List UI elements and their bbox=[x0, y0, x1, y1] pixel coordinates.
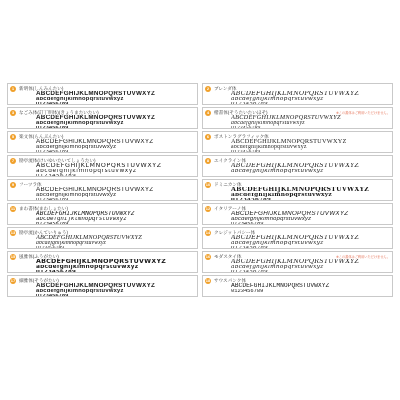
font-number-badge: 9 bbox=[11, 182, 15, 187]
font-style-name: 風雅体(ふうがたい) bbox=[19, 254, 59, 259]
font-samples bbox=[36, 211, 193, 225]
font-sample-card bbox=[7, 203, 198, 225]
font-sample-card bbox=[7, 83, 198, 105]
font-number-badge: 18 bbox=[205, 278, 211, 283]
font-number-badge: 8 bbox=[206, 158, 210, 163]
uppercase-sample: ABCDEFGHIJKLMNOPQRSTUVWXYZ bbox=[231, 163, 360, 169]
font-sample-card bbox=[202, 179, 393, 201]
font-number-badge: 17 bbox=[10, 278, 16, 283]
uppercase-sample: ABCDEFGHIJKLMNOPQRSTUVWXYZ bbox=[231, 187, 370, 193]
uppercase-sample: ABCDEFGHIJKLMNOPQRSTUVWXYZ bbox=[231, 115, 341, 121]
digit-sample: 0123456789 bbox=[231, 289, 264, 294]
font-number-badge: 10 bbox=[205, 182, 211, 187]
font-samples bbox=[231, 187, 388, 201]
font-style-name: 細雅体(そうがたい) bbox=[19, 278, 59, 283]
lowercase-sample: abcdefghijklmnopqrstuvwxyz bbox=[231, 241, 324, 246]
font-sample-card bbox=[202, 203, 393, 225]
font-number-badge: 13 bbox=[10, 230, 16, 235]
font-number-badge: 16 bbox=[205, 254, 211, 259]
digit-sample: 0123456789 bbox=[36, 246, 64, 249]
font-sample-card bbox=[7, 227, 198, 249]
font-style-name: ブレンダ体 bbox=[214, 86, 237, 91]
lowercase-sample: abcdefghijklmnopqrstuvwxyz bbox=[231, 265, 324, 270]
lowercase-sample: abcdefghijklmnopqrstuvwxyz bbox=[36, 241, 106, 246]
font-number-badge: 11 bbox=[10, 206, 16, 211]
font-samples bbox=[36, 235, 193, 249]
font-samples bbox=[231, 163, 388, 174]
uppercase-sample: ABCDEFGHIJKLMNOPQRSTUVWXYZ bbox=[36, 115, 156, 121]
font-number-badge: 7 bbox=[11, 158, 15, 163]
font-style-name: モダスタイ体 bbox=[214, 254, 242, 259]
uppercase-sample: ABCDEFGHIJKLMNOPQRSTUVWXYZ bbox=[231, 235, 360, 241]
font-number-badge: 14 bbox=[205, 230, 211, 235]
font-style-name: エイクライン体 bbox=[214, 158, 246, 163]
uppercase-sample: ABCDEFGHIJKLMNOPQRSTUVWXYZ bbox=[231, 259, 360, 265]
digit-sample: 0123456789 bbox=[36, 174, 77, 177]
uppercase-sample: ABCDEFGHIJKLMNOPQRSTUVWXYZ bbox=[36, 235, 142, 241]
font-style-name: 楷書体(そうたいたいほそ) bbox=[214, 110, 268, 115]
font-samples bbox=[36, 259, 193, 273]
font-sample-card bbox=[202, 251, 393, 273]
font-number-badge: 15 bbox=[10, 254, 16, 259]
lowercase-sample: abcdefghijklmnopqrstuvwxyz bbox=[36, 217, 127, 222]
font-samples bbox=[36, 163, 193, 177]
digit-sample: 0123456789 bbox=[231, 150, 261, 153]
font-samples bbox=[36, 187, 193, 201]
font-number-badge: 1 bbox=[11, 86, 15, 91]
font-number-badge: 6 bbox=[206, 134, 210, 139]
font-style-name: 新明体(しんみんたい) bbox=[19, 86, 64, 91]
font-sample-card bbox=[202, 275, 393, 297]
font-samples bbox=[231, 115, 388, 129]
digit-sample: 0123456789 bbox=[36, 126, 69, 129]
lowercase-sample: abcdefghijklmnopqrstuvwxyz bbox=[36, 145, 117, 150]
font-style-name: イタリアーノ体 bbox=[214, 206, 246, 211]
font-sample-grid bbox=[5, 83, 395, 319]
lowercase-sample: abcdefghijklmnopqrstuvwxyz bbox=[231, 217, 312, 222]
digit-sample: 0123456789 bbox=[231, 246, 268, 249]
digit-sample: 0123456789 bbox=[36, 294, 69, 297]
font-sample-card bbox=[7, 275, 198, 297]
font-style-name: サウスパンク体 bbox=[214, 278, 246, 283]
uppercase-sample: ABCDEFGHIJKLMNOPQRSTUVWXYZ bbox=[36, 259, 167, 265]
font-style-name: 楽文体(らんぶんたい) bbox=[19, 134, 64, 139]
uppercase-sample: ABCDEFGHIJKLMNOPQRSTUVWXYZ bbox=[231, 211, 349, 217]
digit-sample: 0123456789 bbox=[36, 150, 69, 153]
font-style-name: ドミニカン体 bbox=[214, 182, 242, 187]
font-sample-card bbox=[7, 179, 198, 201]
font-style-name: なごみ体(訂丁明体)(きょうまたいたい) bbox=[19, 110, 99, 115]
font-style-name: 勘亭流体(けいゆいたいてしょうたい) bbox=[19, 158, 96, 163]
font-number-badge: 5 bbox=[11, 134, 15, 139]
uppercase-sample: ABCDEFGHIJKLMNOPQRSTUVWXYZ bbox=[36, 283, 156, 289]
font-samples bbox=[36, 115, 193, 129]
uppercase-sample: ABCDEFGHIJKLMNOPQRSTUVWXYZ bbox=[231, 91, 360, 97]
uppercase-sample: ABCDEFGHIJKLMNOPQRSTUVWXYZ bbox=[36, 139, 154, 145]
font-samples bbox=[231, 259, 388, 273]
font-style-name: フーツラ体 bbox=[19, 182, 42, 187]
font-style-name: まわ書体(まわしょたい) bbox=[19, 206, 68, 211]
lowercase-sample: abcdefghijklmnopqrstuvwxyz bbox=[231, 121, 305, 126]
font-number-badge: 4 bbox=[206, 110, 210, 115]
digit-sample: 0123456789 bbox=[231, 198, 272, 201]
lowercase-sample: abcdefghijklmnopqrstuvwxyz bbox=[36, 121, 124, 126]
font-samples bbox=[231, 139, 388, 153]
uppercase-sample: ABCDEFGHIJKLMNOPQRSTUVWXYZ bbox=[36, 187, 154, 193]
lowercase-sample: abcdefghijklmnopqrstuvwxyz bbox=[36, 193, 117, 198]
font-number-badge: 2 bbox=[206, 86, 210, 91]
font-sample-card bbox=[7, 131, 198, 153]
digit-sample: 0123456789 bbox=[36, 102, 69, 105]
lowercase-sample: abcdefghijklmnopqrstuvwxyz bbox=[36, 169, 137, 174]
font-style-name: 勘亭流(かんていりゅう) bbox=[19, 230, 68, 235]
lowercase-sample: abcdefghijklmnopqrstuvwxyz bbox=[231, 97, 324, 102]
font-sample-card bbox=[202, 131, 393, 153]
lowercase-sample: abcdefghijklmnopqrstuvwxyz bbox=[231, 193, 332, 198]
font-number-badge: 12 bbox=[205, 206, 211, 211]
font-style-name: クレジットパシー体 bbox=[214, 230, 256, 235]
font-sample-card bbox=[202, 83, 393, 105]
uppercase-sample: ABCDEFGHIJKLMNOPQRSTUVWXYZ bbox=[231, 283, 330, 289]
lowercase-sample: abcdefghijklmnopqrstuvwxyz bbox=[36, 265, 139, 270]
font-samples bbox=[231, 211, 388, 225]
lowercase-sample: abcdefghijklmnopqrstuvwxyz bbox=[231, 169, 324, 174]
digit-sample: 0123456789 bbox=[231, 126, 261, 129]
font-samples bbox=[231, 91, 388, 105]
font-sample-card bbox=[7, 251, 198, 273]
uppercase-sample: ABCDEFGHIJKLMNOPQRSTUVWXYZ bbox=[36, 211, 135, 217]
digit-sample: 0123456789 bbox=[231, 222, 264, 225]
font-samples bbox=[231, 283, 388, 294]
font-sample-card bbox=[202, 155, 393, 177]
uppercase-sample: ABCDEFGHIJKLMNOPQRSTUVWXYZ bbox=[36, 91, 156, 97]
font-number-badge: 3 bbox=[11, 110, 15, 115]
unsupported-note: ※この書体はご利用いただけません。 bbox=[336, 111, 390, 115]
lowercase-sample: abcdefghijklmnopqrstuvwxyz bbox=[36, 289, 124, 294]
digit-sample: 0123456789 bbox=[36, 270, 77, 273]
font-sample-card bbox=[202, 107, 393, 129]
lowercase-sample: abcdefghijklmnopqrstuvwxyz bbox=[36, 97, 124, 102]
font-sample-card bbox=[202, 227, 393, 249]
digit-sample: 0123456789 bbox=[231, 102, 268, 105]
unsupported-note: ※この書体はご利用いただけません。 bbox=[336, 255, 390, 259]
font-samples bbox=[36, 139, 193, 153]
font-samples bbox=[36, 91, 193, 105]
font-samples bbox=[231, 235, 388, 249]
digit-sample: 0123456789 bbox=[36, 222, 69, 225]
digit-sample: 0123456789 bbox=[231, 270, 268, 273]
font-samples bbox=[36, 283, 193, 297]
uppercase-sample: ABCDEFGHIJKLMNOPQRSTUVWXYZ bbox=[231, 139, 347, 145]
uppercase-sample: ABCDEFGHIJKLMNOPQRSTUVWXYZ bbox=[36, 163, 162, 169]
digit-sample: 0123456789 bbox=[36, 198, 69, 201]
lowercase-sample: abcdefghijklmnopqrstuvwxyz bbox=[231, 145, 307, 150]
font-style-name: ボストンラグラフィック体 bbox=[214, 134, 269, 139]
font-sample-card bbox=[7, 107, 198, 129]
font-sample-card bbox=[7, 155, 198, 177]
